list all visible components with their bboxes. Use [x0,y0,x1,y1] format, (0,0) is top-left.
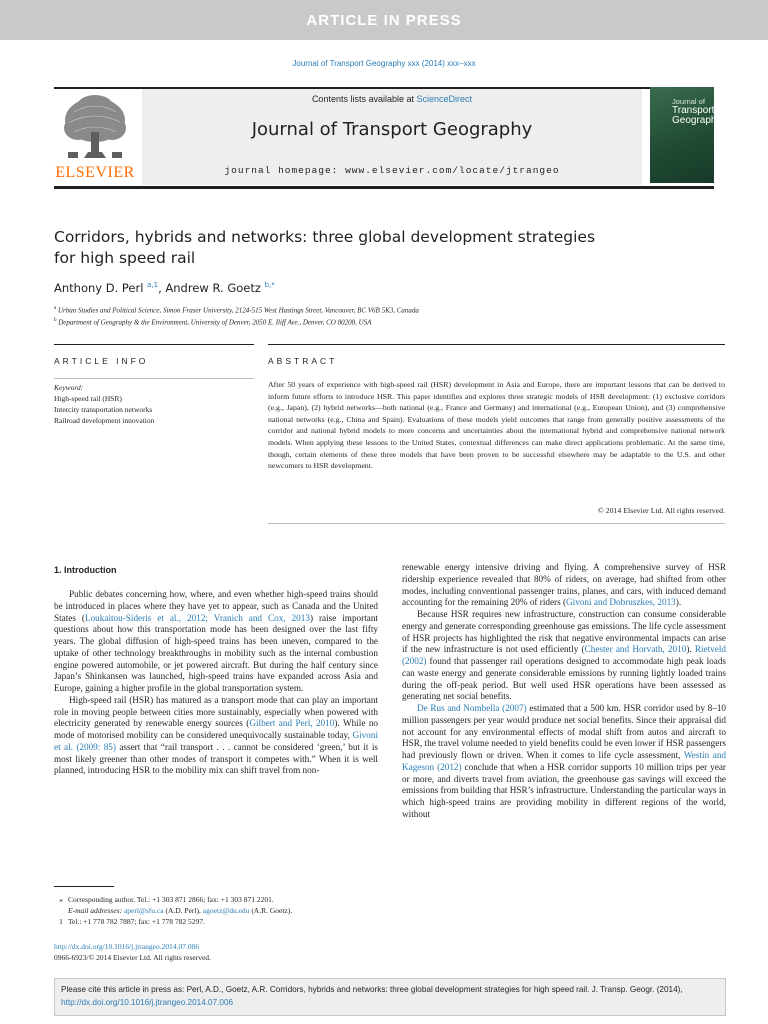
text-run: estimated that a 500 km. HSR corridor used by 8–10 million passengers per year would produce net social benefits. Since their appraisal did not account for any environmental effects of modal shift from autos and aircraft to HSR, the travel volume needed to yield benefits could be even lower if HSR passengers had previously flown or driven. When it comes to life cycle assessment, [402,703,727,760]
footnote-phone [54,917,384,927]
citation-link[interactable]: Gilbert and Perl, 2010 [249,718,335,729]
keyword-item: Intercity transportation networks [54,405,153,414]
footnote-emails [54,906,384,916]
section-heading: 1. Introduction [54,565,117,575]
title-line-1: Corridors, hybrids and networks: three global development strategies [54,228,596,246]
citation-link[interactable]: Westin and Kageson (2012) [402,750,727,772]
text-run: Because HSR requires new infrastructure, construction can consume considerable energy and generate corresponding greenhouse gas emissions. The life cycle assessment of HSR projects has highlighted the risk that negative environmental impacts can arise if the new infrastructure is not used efficiently ( [402,609,726,655]
text-run: assert that “rail transport . . . cannot be considered ‘green,’ but it is most likely greener than other modes of transport it competes with.” When it is well planned, introducing HSR to the mobility mix can shift travel from non- [54,741,378,776]
citation-text: Please cite this article in press as: Perl, A.D., Goetz, A.R. Corridors, hybrids and networks: three global development strategies for high speed rail. J. Transp. Geogr. (2014), [61,985,683,994]
body-column-right [402,562,726,821]
email-link[interactable]: agoetz@du.edu [202,906,250,915]
publisher-wordmark: ELSEVIER [55,164,135,181]
article-info-rule [54,344,254,345]
text-run: ). [686,644,695,655]
body-paragraph [402,562,726,609]
header-rule-bottom [54,186,714,189]
affiliation-b-text: Department of Geography & the Environment, University of Denver, 2050 E. Iliff Ave., Denver, CO 80208, USA [58,318,372,327]
article-info-heading: ARTICLE INFO [54,356,149,366]
citation-link[interactable]: Givoni et al. (2009: 85) [54,730,378,752]
text-run: found that passenger rail operations designed to accommodate high peak loads can waste energy and generate considerable emissions by running lightly loaded trains during the off-peak period. But well used HSR operations have been assessed as generating net social benefits. [402,656,726,702]
abstract-text: After 50 years of experience with high-speed rail (HSR) development in Asia and Europe, there are important lessons that can be derived to inform future efforts to introduce HSR. This paper identifies and explores three strategic models of HSR development: (1) exclusive corridors (e.g., Japan), (2) hybrid networks—both national (e.g., France and Germany) and international (e.g., European Union), and (3) comprehensive national networks (e.g., China and Spain). Evaluations of these models yield outcomes that range from generally positive assessments of the corridor and national hybrid models to more concerns and uncertainties about the international hybrid and comprehensive national network models. When applying these lessons to the United States, contextual differences can make direct applications problematic. At the same time, though, certain elements of these three models that have been proven to be successful elsewhere may be adaptable to the U.S. and other newcomers to HSR development. [268,380,725,471]
title-line-2: for high speed rail [54,249,196,267]
cover-line-2: Transport [672,105,715,116]
email-link[interactable]: aperl@sfu.ca [123,906,164,915]
body-paragraph [54,589,378,695]
author-1: Anthony D. Perl [54,281,144,295]
affiliation-a-text: Urban Studies and Political Science, Simon Fraser University, 2124-515 West Hastings Street, Vancouver, BC V6B 5K3, Canada [57,306,419,315]
text-run: High-speed rail (HSR) has matured as a transport mode that can play an important role in moving people between cities more sustainably, especially when powered with electricity generated by renewable energy sources ( [54,694,378,729]
cover-line-1: Journal of [672,97,705,106]
abstract-copyright: © 2014 Elsevier Ltd. All rights reserved. [597,506,725,515]
abstract-rule [268,344,725,345]
body-paragraph [54,695,378,777]
abstract-heading: ABSTRACT [268,356,338,366]
body-paragraph [402,703,726,821]
footnote-corresponding [54,895,384,905]
footnote-text: Tel.: +1 778 782 7887; fax: +1 778 782 5297. [68,917,205,926]
author-1-affil-link[interactable]: a,1 [147,281,159,290]
text-run: ) raise important questions about how this transportation mode has been designed over the last fifty years. The global diffusion of high-speed trains has been uneven, compared to the uptake of other technology breakthroughs in mobility such as the internal combustion engine powered automobile, or jet powered aircraft. But during the half century since Japan’s Shinkansen was launched, high-speed trains have expanded across Asia and Europe, gaining a higher profile in the global transportation system. [54,612,378,693]
author-2-affil-link[interactable]: b,* [264,281,275,290]
journal-reference-link[interactable]: Journal of Transport Geography xxx (2014) xxx–xxx [292,59,476,68]
citation-doi-link[interactable]: http://dx.doi.org/10.1016/j.jtrangeo.2014.07.006 [61,997,234,1007]
citation-link[interactable]: De Rus and Nombella (2007) [417,703,527,713]
footnote-rule [54,886,114,887]
affiliation-a [54,306,419,314]
footnote-mark: 1 [59,917,63,926]
affiliation-b [54,318,371,326]
contents-line [142,94,642,104]
citation-link[interactable]: Rietveld (2002) [402,644,727,666]
email-owner: (A.D. Perl), [163,906,203,915]
text-run: ). [675,597,682,608]
author-list: Anthony D. Perl $^{a,1}$, Andrew R. Goetz $^{b,*}$ [54,281,275,295]
sciencedirect-link[interactable]: ScienceDirect [416,94,473,104]
keyword-item: Railroad development innovation [54,416,155,425]
text-run: conclude that when a HSR corridor supports 10 million trips per year or more, and diverts travel from aviation, the greenhouse gas savings will exceed the emissions from building that HSR’s infrastructure. Understanding the particular ways in which high-speed trains are providing mobility in different regions of the world, without [402,761,726,819]
citation-box [54,978,726,1016]
keyword-rule [54,378,254,379]
contents-prefix: Contents lists available at [311,94,414,104]
citation-link[interactable]: Chester and Horvath, 2010 [584,644,687,655]
citation-link[interactable]: Givoni and Dobruszkes, 2013 [566,597,676,608]
issn-line: 0966-6923/© 2014 Elsevier Ltd. All rights reserved. [54,953,211,962]
article-in-press-banner: ARTICLE IN PRESS [0,0,768,40]
cover-line-3: Geography [672,115,722,126]
body-column-left [54,589,378,777]
email-owner: (A.R. Goetz). [249,906,293,915]
text-run: renewable energy intensive driving and flying. A comprehensive survey of HSR ridership experience revealed that 80% of riders, on average, had shifted from other modes, including conventional passenger trains, planes, and cars, with induced demand accounting for the remaining 20% of riders ( [402,562,726,608]
text-run: Public debates concerning how, where, and even whether high-speed trains should be introduced in places where they have yet to appear, such as Canada and the United States ( [54,589,378,623]
keyword-item: High-speed rail (HSR) [54,394,122,403]
cover-title [672,97,721,126]
affiliation-b-mark: b [54,318,57,323]
abstract-bottom-rule [268,523,725,524]
journal-title: Journal of Transport Geography [251,119,533,140]
author-2: Andrew R. Goetz [165,281,261,295]
footnote-text: Corresponding author. Tel.: +1 303 871 2866; fax: +1 303 871 2201. [68,895,274,904]
email-label: E-mail addresses: [68,906,123,915]
keyword-label: Keyword: [54,383,84,392]
doi-link[interactable]: http://dx.doi.org/10.1016/j.jtrangeo.2014.07.006 [54,942,200,951]
article-title [54,227,694,269]
citation-link[interactable]: Loukaitou-Sideris et al., 2012; Vranich and Cox, 2013 [84,612,310,623]
affiliation-a-mark: a [54,306,57,311]
text-run: ). While no mode of motorised mobility can be considered unequivocally sustainable today, [54,718,379,740]
body-paragraph [402,609,726,703]
keyword-list [54,393,154,426]
footnote-mark: ⁎ [59,895,63,904]
journal-homepage[interactable]: journal homepage: www.elsevier.com/locate/jtrangeo [224,165,560,176]
